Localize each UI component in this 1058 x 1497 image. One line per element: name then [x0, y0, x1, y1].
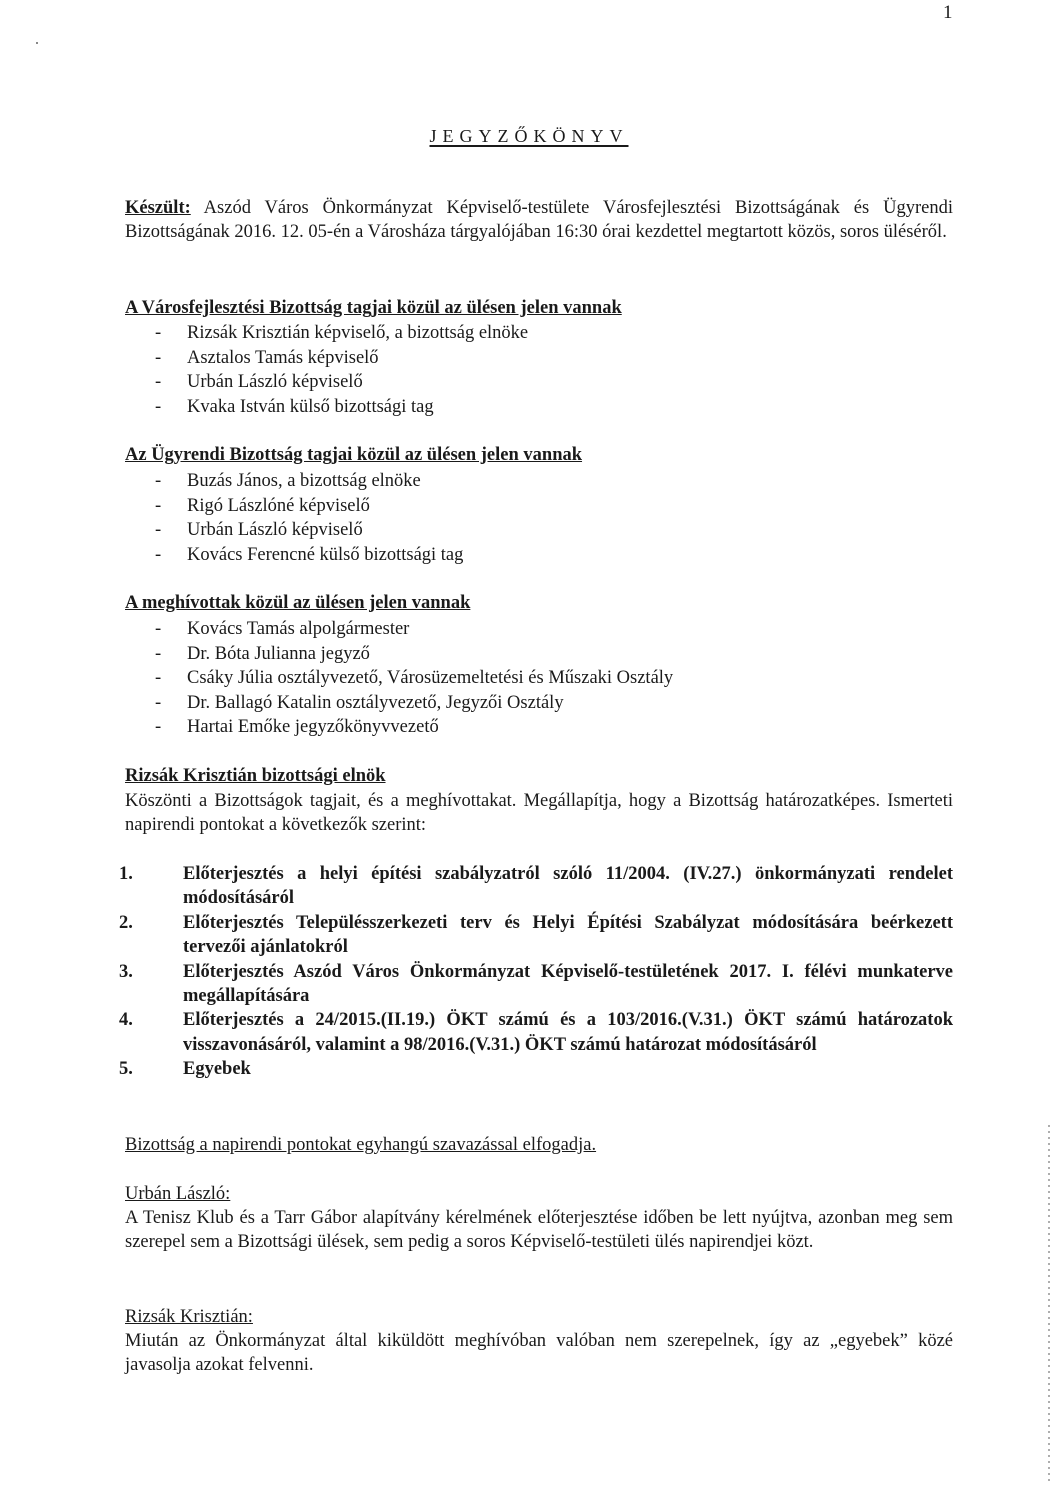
list-item-text: Rizsák Krisztián képviselő, a bizottság elnöke — [187, 323, 529, 343]
list-item — [155, 395, 528, 420]
agenda-text: Egyebek — [183, 1059, 251, 1080]
dash-bullet: - — [155, 668, 162, 689]
list-item-text: Kvaka István külső bizottsági tag — [187, 396, 434, 417]
section-heading-meghivottak: A meghívottak közül az ülésen jelen vannak — [125, 593, 471, 613]
list-item — [155, 370, 528, 395]
list-item-text: Kovács Tamás alpolgármester — [187, 619, 410, 639]
document-title-text: JEGYZŐKÖNYV — [429, 126, 629, 146]
agenda-item — [119, 960, 953, 1009]
dash-bullet: - — [155, 471, 162, 491]
dash-bullet: - — [155, 619, 162, 639]
page-number: 1 — [943, 2, 953, 23]
list-item — [155, 543, 463, 568]
dash-bullet: - — [155, 323, 162, 343]
list-item-text: Dr. Bóta Julianna jegyző — [187, 643, 370, 664]
scan-speck — [36, 42, 38, 44]
list-item — [155, 617, 673, 642]
speech-text: A Tenisz Klub és a Tarr Gábor alapítvány kérelmének előterjesztése időben be lett nyújtva, azonban meg sem szerepel sem a Bizottsági ülések, sem pedig a soros Képviselő-testületi ülés napirendjei közt. — [125, 1208, 953, 1252]
agenda-item — [119, 1008, 953, 1057]
agenda-number: 5. — [119, 1059, 133, 1080]
dash-bullet: - — [155, 520, 162, 541]
agenda-item — [119, 1057, 953, 1081]
dash-bullet: - — [155, 717, 162, 738]
list-item-text: Kovács Ferencné külső bizottsági tag — [187, 544, 464, 565]
dash-bullet: - — [155, 396, 162, 417]
list-item — [155, 494, 463, 519]
list-item — [155, 715, 673, 740]
decision-text: Bizottság a napirendi pontokat egyhangú szavazással elfogadja. — [125, 1135, 597, 1155]
list-item — [155, 666, 673, 691]
chair-heading: Rizsák Krisztián bizottsági elnök — [125, 766, 386, 786]
member-list-ugyrendi — [155, 469, 463, 567]
document-title — [0, 126, 1058, 147]
agenda-list — [119, 862, 953, 1082]
list-item — [155, 518, 463, 543]
list-item-text: Urbán László képviselő — [187, 520, 363, 541]
chair-paragraph: Köszönti a Bizottságok tagjait, és a meghívottakat. Megállapítja, hogy a Bizottság határozatképes. Ismerteti napirendi pontokat a következők szerint: — [125, 791, 953, 835]
list-item — [155, 642, 673, 667]
agenda-number: 2. — [119, 912, 133, 933]
agenda-number: 3. — [119, 961, 133, 982]
list-item — [155, 469, 463, 494]
agenda-text: Előterjesztés Településszerkezeti terv és Helyi Építési Szabályzat módosítására beérkezett tervezői ajánlatokról — [183, 912, 953, 958]
section-heading-varosfejlesztesi: A Városfejlesztési Bizottság tagjai közül az ülésen jelen vannak — [125, 298, 622, 318]
dash-bullet: - — [155, 372, 162, 393]
list-item-text: Rigó Lászlóné képviselő — [187, 495, 370, 516]
agenda-text: Előterjesztés Aszód Város Önkormányzat Képviselő-testületének 2017. I. félévi munkaterve megállapítására — [183, 961, 953, 1007]
list-item-text: Csáky Júlia osztályvezető, Városüzemeltetési és Műszaki Osztály — [187, 668, 674, 689]
list-item-text: Buzás János, a bizottság elnöke — [187, 471, 421, 491]
list-item-text: Urbán László képviselő — [187, 372, 363, 393]
list-item-text: Dr. Ballagó Katalin osztályvezető, Jegyzői Osztály — [187, 692, 564, 713]
invitee-list — [155, 617, 673, 740]
dash-bullet: - — [155, 544, 162, 565]
agenda-text: Előterjesztés a helyi építési szabályzatról szóló 11/2004. (IV.27.) önkormányzati rendelet módosításáról — [183, 864, 953, 909]
list-item-text: Hartai Emőke jegyzőkönyvvezető — [187, 717, 439, 738]
agenda-item — [119, 911, 953, 960]
section-heading-ugyrendi: Az Ügyrendi Bizottság tagjai közül az ülésen jelen vannak — [125, 445, 583, 465]
dash-bullet: - — [155, 495, 162, 516]
agenda-text: Előterjesztés a 24/2015.(II.19.) ÖKT számú és a 103/2016.(V.31.) ÖKT számú határozatok visszavonásáról, valamint a 98/2016.(V.31.) ÖKT számú határozat módosításáról — [183, 1010, 953, 1055]
list-item — [155, 346, 528, 371]
intro-text: Aszód Város Önkormányzat Képviselő-testülete Városfejlesztési Bizottságának és Ügyrendi Bizottságának 2016. 12. 05-én a Városháza tárgyalójában 16:30 órai kezdettel megtartott közös, soros üléséről. — [125, 198, 953, 242]
list-item — [155, 321, 528, 346]
agenda-item — [119, 862, 953, 911]
dash-bullet: - — [155, 643, 162, 664]
dash-bullet: - — [155, 347, 162, 368]
agenda-number: 1. — [119, 864, 133, 884]
scan-edge-marks — [1048, 1125, 1050, 1485]
intro-label: Készült: — [125, 198, 191, 218]
agenda-number: 4. — [119, 1010, 133, 1031]
speech-text: Miután az Önkormányzat által kiküldött meghívóban valóban nem szerepelnek, így az „egyebek” közé javasolja azokat felvenni. — [125, 1331, 953, 1375]
list-item-text: Asztalos Tamás képviselő — [187, 347, 379, 368]
speaker-name: Rizsák Krisztián: — [125, 1307, 253, 1327]
dash-bullet: - — [155, 692, 162, 713]
speaker-name: Urbán László: — [125, 1184, 231, 1204]
intro-paragraph — [125, 196, 953, 244]
list-item — [155, 691, 673, 716]
member-list-varosfejlesztesi — [155, 321, 528, 419]
